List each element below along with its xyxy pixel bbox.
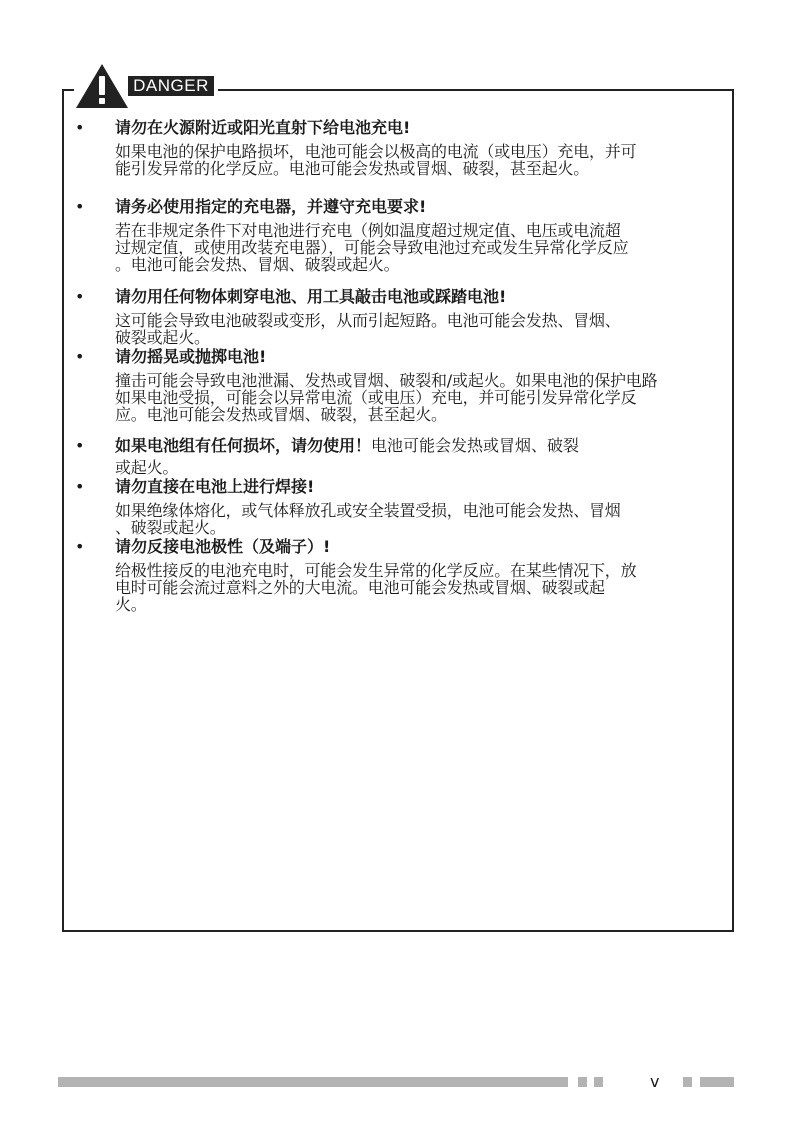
- warning-body: [115, 459, 732, 476]
- footer-bar-left: [58, 1077, 568, 1087]
- footer-bar-right: [700, 1077, 734, 1087]
- body-line: 。电池可能会发热、冒烟、破裂或起火。: [115, 255, 400, 274]
- warning-body: [115, 312, 732, 346]
- body-line: 撞击可能会导致电池泄漏、发热或冒烟、破裂和/或起火。如果电池的保护电路: [115, 371, 658, 390]
- warning-item: [70, 117, 732, 177]
- body-line: 若在非规定条件下对电池进行充电（例如温度超过规定值、电压或电流超: [115, 221, 621, 240]
- warning-body: [115, 143, 732, 177]
- footer-square: [683, 1077, 692, 1087]
- body-line: 如果绝缘体熔化，或气体释放孔或安全装置受损，电池可能会发热、冒烟: [115, 501, 621, 520]
- bullet: •: [75, 436, 85, 455]
- warning-title: 请勿用任何物体刺穿电池、用工具敲击电池或踩踏电池!: [115, 287, 507, 306]
- warning-triangle-icon: [74, 62, 130, 110]
- bullet: •: [75, 347, 85, 366]
- warning-item: [70, 196, 732, 273]
- footer-square: [578, 1077, 587, 1087]
- footer-square: [594, 1077, 603, 1087]
- body-line: 或起火。: [115, 458, 179, 477]
- body-line: 这可能会导致电池破裂或变形，从而引起短路。电池可能会发热、冒烟、: [115, 311, 621, 330]
- warning-item: [70, 435, 732, 476]
- page-number: v: [650, 1072, 660, 1091]
- warning-item: [70, 536, 732, 613]
- danger-badge: [74, 62, 218, 110]
- bullet: •: [75, 477, 85, 496]
- warning-item: [70, 476, 732, 536]
- warning-item: [70, 286, 732, 346]
- bullet: •: [75, 537, 85, 556]
- warning-body: [115, 222, 732, 273]
- warning-title: 请务必使用指定的充电器，并遵守充电要求!: [115, 197, 427, 216]
- body-line: 破裂或起火。: [115, 328, 210, 347]
- bullet: •: [75, 197, 85, 216]
- warning-body: [115, 562, 732, 613]
- body-line: 、破裂或起火。: [115, 518, 226, 537]
- body-line: 能引发异常的化学反应。电池可能会发热或冒烟、破裂，甚至起火。: [115, 159, 590, 178]
- warning-title: 请勿反接电池极性（及端子）!: [115, 537, 331, 556]
- warning-title: 请勿摇晃或抛掷电池!: [115, 347, 267, 366]
- warning-title: [115, 435, 732, 457]
- bullet: •: [75, 118, 85, 137]
- body-line: 电时可能会流过意料之外的大电流。电池可能会发热或冒烟、破裂或起: [115, 578, 605, 597]
- warning-item: [70, 346, 732, 423]
- body-line: 给极性接反的电池充电时，可能会发生异常的化学反应。在某些情况下，放: [115, 561, 637, 580]
- warning-title: 请勿在火源附近或阳光直射下给电池充电!: [115, 118, 411, 137]
- body-line: 如果电池的保护电路损坏，电池可能会以极高的电流（或电压）充电，并可: [115, 142, 637, 161]
- warning-title-tail: 电池可能会发热或冒烟、破裂: [371, 436, 580, 455]
- body-line: 如果电池受损，可能会以异常电流（或电压）充电，并可能引发异常化学反: [115, 388, 637, 407]
- warning-list: [70, 117, 732, 613]
- warning-body: [115, 502, 732, 536]
- danger-label: DANGER: [128, 76, 214, 96]
- warning-title: 请勿直接在电池上进行焊接!: [115, 477, 315, 496]
- bullet: •: [75, 287, 85, 306]
- body-line: 应。电池可能会发热或冒烟、破裂，甚至起火。: [115, 405, 447, 424]
- body-line: 过规定值，或使用改装充电器），可能会导致电池过充或发生异常化学反应: [115, 238, 629, 257]
- body-line: 火。: [115, 595, 147, 614]
- warning-title-text: 如果电池组有任何损坏，请勿使用！: [115, 436, 372, 455]
- warning-body: [115, 372, 732, 423]
